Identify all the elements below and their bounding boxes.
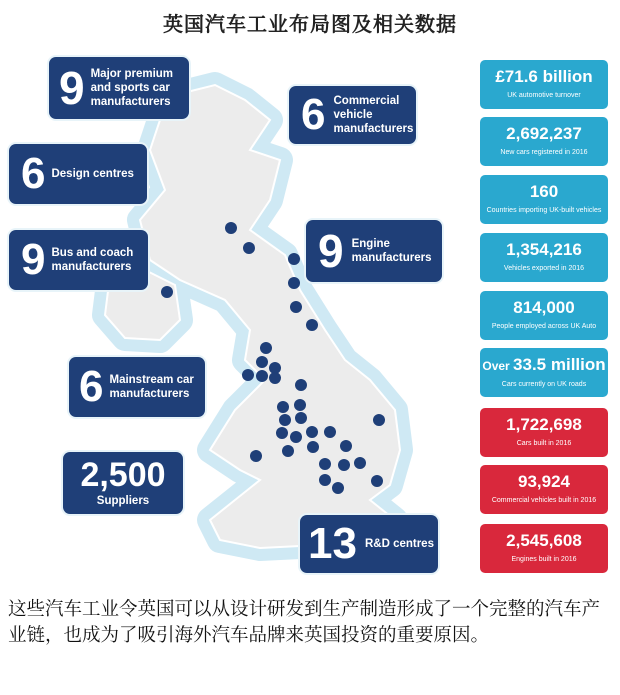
badge-premium-sports xyxy=(49,57,189,119)
badge-label: Suppliers xyxy=(96,495,150,507)
badge-number: 9 xyxy=(59,62,85,114)
facility-dot xyxy=(338,459,350,471)
stat-value: 160 xyxy=(529,182,559,201)
badge-number: 13 xyxy=(308,519,357,568)
facility-dot xyxy=(256,370,268,382)
stat-description: UK automotive turnover xyxy=(507,92,581,99)
stat-value: 93,924 xyxy=(518,472,570,491)
facility-dot xyxy=(242,369,254,381)
facility-dot xyxy=(279,414,291,426)
stat-box xyxy=(480,465,608,514)
stat-value: 2,692,237 xyxy=(506,124,582,143)
facility-dot xyxy=(288,253,300,265)
facility-dot xyxy=(295,379,307,391)
badge-label: Major premium and sports car manufacturers xyxy=(90,68,174,108)
badge-suppliers xyxy=(63,452,183,514)
facility-dot xyxy=(319,458,331,470)
facility-dot xyxy=(260,342,272,354)
caption: 这些汽车工业令英国可以从设计研发到生产制造形成了一个完整的汽车产业链，也成为了吸引海外汽车品牌来英国投资的重要原因。 xyxy=(8,599,601,646)
badge-engine xyxy=(306,220,442,282)
facility-dot xyxy=(269,372,281,384)
stat-value: Over 33.5 million xyxy=(482,355,606,374)
facility-dot xyxy=(161,286,173,298)
facility-dot xyxy=(256,356,268,368)
stat-box xyxy=(480,175,608,224)
stat-description: Commercial vehicles built in 2016 xyxy=(491,497,597,504)
facility-dot xyxy=(295,412,307,424)
badge-number: 2,500 xyxy=(80,456,166,494)
badge-design-centres xyxy=(9,144,147,204)
badge-bus-coach xyxy=(9,230,148,290)
facility-dot xyxy=(324,426,336,438)
badge-number: 6 xyxy=(301,90,326,139)
stat-description: Vehicles exported in 2016 xyxy=(503,265,585,272)
badge-label: Bus and coach manufacturers xyxy=(51,247,134,273)
badge-number: 9 xyxy=(318,225,344,277)
badge-label: Mainstream car manufacturers xyxy=(109,374,194,400)
facility-dot xyxy=(332,482,344,494)
facility-dot xyxy=(290,301,302,313)
facility-dot xyxy=(306,426,318,438)
facility-dot xyxy=(290,431,302,443)
stat-box xyxy=(480,117,608,166)
badge-rd-centres xyxy=(300,515,438,573)
badge-number: 6 xyxy=(79,362,104,411)
stat-value: 814,000 xyxy=(513,298,575,317)
stat-value: £71.6 billion xyxy=(495,67,593,86)
facility-dot xyxy=(225,222,237,234)
facility-dot xyxy=(307,441,319,453)
facility-dot xyxy=(243,242,255,254)
badge-number: 6 xyxy=(21,149,46,198)
stat-box xyxy=(480,524,608,573)
stat-description: Cars currently on UK roads xyxy=(501,381,587,388)
facility-dot xyxy=(276,427,288,439)
stat-value-prefix: Over xyxy=(482,359,514,373)
badge-label: Engine manufacturers xyxy=(351,238,432,264)
badge-commercial-vehicle xyxy=(289,86,416,144)
badge-number: 9 xyxy=(21,235,46,284)
stat-description: Countries importing UK-built vehicles xyxy=(486,207,602,214)
facility-dot xyxy=(306,319,318,331)
badge-label: Commercial vehicle manufacturers xyxy=(333,95,414,135)
facility-dot xyxy=(277,401,289,413)
facility-dot xyxy=(282,445,294,457)
stat-box xyxy=(480,348,608,397)
stat-box xyxy=(480,233,608,282)
facility-dot xyxy=(340,440,352,452)
badge-label: Design centres xyxy=(51,168,134,180)
stat-value: 1,722,698 xyxy=(506,415,582,434)
facility-dot xyxy=(294,399,306,411)
stat-description: People employed across UK Auto xyxy=(491,323,597,330)
facility-dot xyxy=(354,457,366,469)
stat-value: 2,545,608 xyxy=(506,531,582,550)
facility-dot xyxy=(288,277,300,289)
badge-mainstream-car xyxy=(69,357,205,417)
facility-dot xyxy=(373,414,385,426)
facility-dot xyxy=(371,475,383,487)
stat-description: New cars registered in 2016 xyxy=(500,149,588,156)
badge-label: R&D centres xyxy=(364,538,434,550)
stat-description: Cars built in 2016 xyxy=(516,440,572,447)
stat-box xyxy=(480,60,608,109)
stat-description: Engines built in 2016 xyxy=(511,556,577,563)
stat-box xyxy=(480,291,608,340)
stat-value: 1,354,216 xyxy=(506,240,582,259)
facility-dot xyxy=(319,474,331,486)
facility-dot xyxy=(250,450,262,462)
page-title: 英国汽车工业布局图及相关数据 xyxy=(163,12,457,36)
stat-box xyxy=(480,408,608,457)
